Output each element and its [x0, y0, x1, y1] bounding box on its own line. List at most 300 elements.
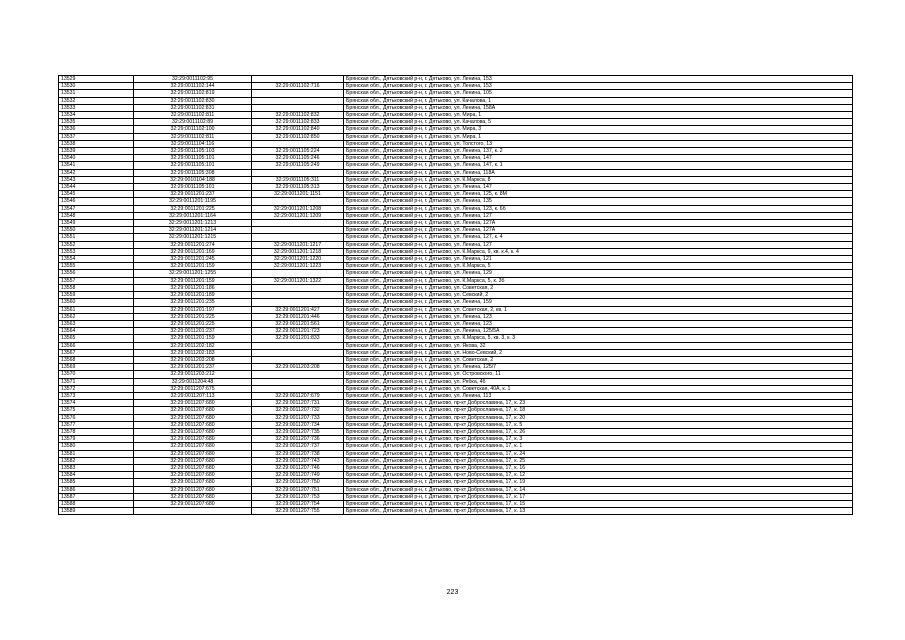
table-row — [59, 508, 853, 515]
row-number-cell: 13575 — [59, 407, 134, 414]
table-row — [59, 472, 853, 479]
address-cell: Брянская обл., Дятьковский р-н, г. Дятьково, пр-кт Доброславина, 17, к. 24 — [344, 450, 853, 457]
table-row — [59, 407, 853, 414]
cadastral-number-cell: 32:29:0011207:680 — [134, 443, 252, 450]
table-row — [59, 371, 853, 378]
address-cell: Брянская обл., Дятьковский р-н, г. Дятьково, ул. Ленина, 158А — [344, 104, 853, 111]
table-row — [59, 248, 853, 255]
row-number-cell: 13557 — [59, 277, 134, 284]
cadastral-number-cell: 32:29:0011207:680 — [134, 414, 252, 421]
row-number-cell: 13566 — [59, 342, 134, 349]
address-cell: Брянская обл., Дятьковский р-н, г. Дятьково, ул. Ленина, 125, к. 8М — [344, 191, 853, 198]
table-row — [59, 292, 853, 299]
table-row — [59, 500, 853, 507]
address-cell: Брянская обл., Дятьковский р-н, г. Дятьково, ул. Мира, 3 — [344, 126, 853, 133]
register-rows — [59, 76, 853, 515]
parent-cadastral-number-cell: 32:29:0011201:1223 — [252, 263, 344, 270]
table-row — [59, 198, 853, 205]
parent-cadastral-number-cell: 32:29:0011102:716 — [252, 83, 344, 90]
cadastral-number-cell: 32:29:0011102:95 — [134, 76, 252, 83]
row-number-cell: 13551 — [59, 234, 134, 241]
parent-cadastral-number-cell: 32:29:0011105:311 — [252, 176, 344, 183]
table-row — [59, 385, 853, 392]
address-cell: Брянская обл., Дятьковский р-н, г. Дятьково, ул. Ленина, 113 — [344, 392, 853, 399]
row-number-cell: 13535 — [59, 119, 134, 126]
row-number-cell: 13534 — [59, 112, 134, 119]
parent-cadastral-number-cell — [252, 371, 344, 378]
row-number-cell: 13536 — [59, 126, 134, 133]
parent-cadastral-number-cell: 32:29:0011207:734 — [252, 421, 344, 428]
row-number-cell: 13542 — [59, 169, 134, 176]
address-cell: Брянская обл., Дятьковский р-н, г. Дятьково, пр-кт Доброславина, 17, к. 25 — [344, 457, 853, 464]
row-number-cell: 13582 — [59, 457, 134, 464]
table-row — [59, 155, 853, 162]
row-number-cell: 13540 — [59, 155, 134, 162]
cadastral-number-cell: 32:29:0011102:819 — [134, 90, 252, 97]
address-cell: Брянская обл., Дятьковский р-н, г. Дятьково, ул. Ленина, 153 — [344, 83, 853, 90]
table-row — [59, 256, 853, 263]
parent-cadastral-number-cell — [252, 356, 344, 363]
cadastral-number-cell: 32:29:0011102:144 — [134, 83, 252, 90]
cadastral-number-cell: 32:29:0011201:225 — [134, 205, 252, 212]
parent-cadastral-number-cell: 32:29:0011207:746 — [252, 464, 344, 471]
address-cell: Брянская обл., Дятьковский р-н, г. Дятьково, ул. К.Маркса, 8 — [344, 176, 853, 183]
parent-cadastral-number-cell: 32:29:0011207:732 — [252, 407, 344, 414]
parent-cadastral-number-cell: 32:29:0011102:832 — [252, 112, 344, 119]
row-number-cell: 13579 — [59, 436, 134, 443]
table-row — [59, 479, 853, 486]
row-number-cell: 13532 — [59, 97, 134, 104]
table-row — [59, 306, 853, 313]
address-cell: Брянская обл., Дятьковский р-н, г. Дятьково, ул. Ленина, 118А — [344, 169, 853, 176]
address-cell: Брянская обл., Дятьковский р-н, г. Дятьково, ул. Ленина, 147 — [344, 184, 853, 191]
cadastral-number-cell: 32:29:0011201:245 — [134, 256, 252, 263]
cadastral-number-cell: 32:29:0011201:1213 — [134, 220, 252, 227]
address-cell: Брянская обл., Дятьковский р-н, г. Дятьково, пр-кт Доброславина, 17, к. 19 — [344, 479, 853, 486]
row-number-cell: 13574 — [59, 400, 134, 407]
address-cell: Брянская обл., Дятьковский р-н, г. Дятьково, пр-кт Доброславина, 17, к. 23 — [344, 400, 853, 407]
address-cell: Брянская обл., Дятьковский р-н, г. Дятьково, пр-кт Доброславина, 17, к. 1 — [344, 443, 853, 450]
parent-cadastral-number-cell: 32:29:0011105:224 — [252, 148, 344, 155]
row-number-cell: 13568 — [59, 356, 134, 363]
cadastral-number-cell: 32:29:0011207:680 — [134, 450, 252, 457]
address-cell: Брянская обл., Дятьковский р-н, г. Дятьково, ул. Ново-Севский, 2 — [344, 349, 853, 356]
parent-cadastral-number-cell: 32:29:0011207:751 — [252, 486, 344, 493]
cadastral-number-cell: 32:29:0011207:680 — [134, 428, 252, 435]
row-number-cell: 13588 — [59, 500, 134, 507]
cadastral-number-cell: 32:29:0011102:811 — [134, 133, 252, 140]
row-number-cell: 13565 — [59, 335, 134, 342]
cadastral-number-cell: 32:29:0011201:159 — [134, 335, 252, 342]
parent-cadastral-number-cell: 32:29:0011207:733 — [252, 414, 344, 421]
cadastral-number-cell: 32:29:0011207:675 — [134, 385, 252, 392]
address-cell: Брянская обл., Дятьковский р-н, г. Дятьково, ул. Мира, 1 — [344, 133, 853, 140]
table-row — [59, 234, 853, 241]
address-cell: Брянская обл., Дятьковский р-н, г. Дятьково, ул. Ленина, 123, к. 6б — [344, 205, 853, 212]
table-row — [59, 328, 853, 335]
cadastral-number-cell: 32:29:0011201:1164 — [134, 212, 252, 219]
row-number-cell: 13530 — [59, 83, 134, 90]
address-cell: Брянская обл., Дятьковский р-н, г. Дятьково, ул. Советская, 2 — [344, 284, 853, 291]
cadastral-number-cell: 32:29:0011201:235 — [134, 299, 252, 306]
cadastral-number-cell: 32:29:0011201:1195 — [134, 198, 252, 205]
row-number-cell: 13570 — [59, 371, 134, 378]
cadastral-number-cell: 32:29:0011105:101 — [134, 162, 252, 169]
parent-cadastral-number-cell: 32:29:0011207:731 — [252, 400, 344, 407]
parent-cadastral-number-cell — [252, 270, 344, 277]
table-row — [59, 320, 853, 327]
address-cell: Брянская обл., Дятьковский р-н, г. Дятьково, ул. Ленина, 127 — [344, 212, 853, 219]
address-cell: Брянская обл., Дятьковский р-н, г. Дятьково, ул. Ленина, 159 — [344, 299, 853, 306]
row-number-cell: 13533 — [59, 104, 134, 111]
parent-cadastral-number-cell — [252, 227, 344, 234]
parent-cadastral-number-cell: 32:29:0011207:679 — [252, 392, 344, 399]
parent-cadastral-number-cell: 32:29:0011207:749 — [252, 472, 344, 479]
cadastral-number-cell: 32:29:0011207:680 — [134, 464, 252, 471]
row-number-cell: 13569 — [59, 364, 134, 371]
page-number: 223 — [446, 589, 459, 596]
table-row — [59, 220, 853, 227]
parent-cadastral-number-cell — [252, 76, 344, 83]
row-number-cell: 13539 — [59, 148, 134, 155]
row-number-cell: 13537 — [59, 133, 134, 140]
address-cell: Брянская обл., Дятьковский р-н, г. Дятьково, ул. Советская, 2, кв. 1 — [344, 306, 853, 313]
table-row — [59, 119, 853, 126]
parent-cadastral-number-cell: 32:29:0011207:738 — [252, 450, 344, 457]
table-row — [59, 428, 853, 435]
table-row — [59, 421, 853, 428]
address-cell: Брянская обл., Дятьковский р-н, г. Дятьково, ул. Ленина, 127А — [344, 227, 853, 234]
parent-cadastral-number-cell: 32:29:0011201:1220 — [252, 256, 344, 263]
row-number-cell: 13549 — [59, 220, 134, 227]
table-row — [59, 97, 853, 104]
row-number-cell: 13548 — [59, 212, 134, 219]
address-cell: Брянская обл., Дятьковский р-н, г. Дятьково, ул. Ленина, 147, к. 1 — [344, 162, 853, 169]
parent-cadastral-number-cell: 32:29:0011102:850 — [252, 133, 344, 140]
table-row — [59, 263, 853, 270]
cadastral-number-cell: 32:29:0011207:680 — [134, 457, 252, 464]
cadastral-number-cell: 32:29:0011207:680 — [134, 500, 252, 507]
table-row — [59, 378, 853, 385]
address-cell: Брянская обл., Дятьковский р-н, г. Дятьково, ул. Ленина, 147 — [344, 155, 853, 162]
table-row — [59, 436, 853, 443]
cadastral-number-cell: 32:29:0011201:159 — [134, 263, 252, 270]
parent-cadastral-number-cell: 32:29:0011203:208 — [252, 364, 344, 371]
row-number-cell: 13558 — [59, 284, 134, 291]
table-row — [59, 486, 853, 493]
table-row — [59, 191, 853, 198]
parent-cadastral-number-cell — [252, 198, 344, 205]
cadastral-number-cell: 32:29:0011201:186 — [134, 284, 252, 291]
row-number-cell: 13529 — [59, 76, 134, 83]
row-number-cell: 13555 — [59, 263, 134, 270]
address-cell: Брянская обл., Дятьковский р-н, г. Дятьково, ул. Ленина, 123 — [344, 313, 853, 320]
cadastral-number-cell: 32:29:0011201:159 — [134, 277, 252, 284]
table-row — [59, 162, 853, 169]
cadastral-number-cell: 32:29:0011102:831 — [134, 104, 252, 111]
row-number-cell: 13585 — [59, 479, 134, 486]
address-cell: Брянская обл., Дятьковский р-н, г. Дятьково, ул. Качалова, 5 — [344, 119, 853, 126]
cadastral-number-cell: 32:29:0011202:183 — [134, 349, 252, 356]
table-row — [59, 284, 853, 291]
address-cell: Брянская обл., Дятьковский р-н, г. Дятьково, пр-кт Доброславина, 17, к. 14 — [344, 486, 853, 493]
cadastral-number-cell: 32:29:0011201:169 — [134, 248, 252, 255]
parent-cadastral-number-cell — [252, 299, 344, 306]
cadastral-number-cell: 32:29:0011207:680 — [134, 400, 252, 407]
table-row — [59, 414, 853, 421]
row-number-cell: 13543 — [59, 176, 134, 183]
table-row — [59, 392, 853, 399]
cadastral-number-cell: 32:29:0011207:680 — [134, 493, 252, 500]
parent-cadastral-number-cell: 32:29:0011105:246 — [252, 155, 344, 162]
address-cell: Брянская обл., Дятьковский р-н, г. Дятьково, ул. Якова, 32 — [344, 342, 853, 349]
table-row — [59, 349, 853, 356]
row-number-cell: 13538 — [59, 140, 134, 147]
address-cell: Брянская обл., Дятьковский р-н, г. Дятьково, пр-кт Доброславина, 17, к. 15 — [344, 500, 853, 507]
table-row — [59, 112, 853, 119]
row-number-cell: 13564 — [59, 328, 134, 335]
parent-cadastral-number-cell — [252, 104, 344, 111]
cadastral-number-cell: 32:29:0011201:225 — [134, 313, 252, 320]
address-cell: Брянская обл., Дятьковский р-н, г. Дятьково, пр-кт Доброславина, 17, к. 5 — [344, 421, 853, 428]
row-number-cell: 13544 — [59, 184, 134, 191]
cadastral-number-cell: 32:29:0011201:1214 — [134, 227, 252, 234]
cadastral-number-cell: 32:29:0011102:811 — [134, 112, 252, 119]
address-cell: Брянская обл., Дятьковский р-н, г. Дятьково, пр-кт Доброславина, 17, к. 3 — [344, 436, 853, 443]
parent-cadastral-number-cell: 32:29:0011201:833 — [252, 335, 344, 342]
parent-cadastral-number-cell — [252, 385, 344, 392]
parent-cadastral-number-cell: 32:29:0011201:1218 — [252, 248, 344, 255]
address-cell: Брянская обл., Дятьковский р-н, г. Дятьково, ул. Ленина, 127, к. 4 — [344, 234, 853, 241]
cadastral-number-cell: 32:29:0011104:116 — [134, 140, 252, 147]
cadastral-number-cell: 32:29:0011201:237 — [134, 191, 252, 198]
cadastral-number-cell: 32:29:0011204:48 — [134, 378, 252, 385]
cadastral-number-cell: 32:29:0011201:274 — [134, 241, 252, 248]
table-row — [59, 212, 853, 219]
parent-cadastral-number-cell: 32:29:0011207:735 — [252, 428, 344, 435]
parent-cadastral-number-cell: 32:29:0011207:743 — [252, 457, 344, 464]
parent-cadastral-number-cell: 32:29:0011201:561 — [252, 320, 344, 327]
property-register-table — [58, 75, 853, 515]
address-cell: Брянская обл., Дятьковский р-н, г. Дятьково, ул. Ленина, 121 — [344, 256, 853, 263]
table-row — [59, 464, 853, 471]
address-cell: Брянская обл., Дятьковский р-н, г. Дятьково, ул. Ленина, 129 — [344, 270, 853, 277]
address-cell: Брянская обл., Дятьковский р-н, г. Дятьково, ул. Ленина, 105 — [344, 90, 853, 97]
row-number-cell: 13563 — [59, 320, 134, 327]
cadastral-number-cell: 32:29:0011201:197 — [134, 306, 252, 313]
parent-cadastral-number-cell: 32:29:0011201:1322 — [252, 277, 344, 284]
cadastral-number-cell: 32:29:0011207:680 — [134, 486, 252, 493]
parent-cadastral-number-cell: 32:29:0011105:249 — [252, 162, 344, 169]
parent-cadastral-number-cell — [252, 90, 344, 97]
address-cell: Брянская обл., Дятьковский р-н, г. Дятьково, пр-кт Доброславина, 17, к. 12 — [344, 472, 853, 479]
parent-cadastral-number-cell — [252, 169, 344, 176]
row-number-cell: 13571 — [59, 378, 134, 385]
table-row — [59, 83, 853, 90]
address-cell: Брянская обл., Дятьковский р-н, г. Дятьково, ул. Ленина, 153 — [344, 76, 853, 83]
row-number-cell: 13545 — [59, 191, 134, 198]
table-row — [59, 169, 853, 176]
parent-cadastral-number-cell: 32:29:0011201:1217 — [252, 241, 344, 248]
address-cell: Брянская обл., Дятьковский р-н, г. Дятьково, ул. Ленина, 127 — [344, 241, 853, 248]
address-cell: Брянская обл., Дятьковский р-н, г. Дятьково, ул. К.Маркса, 5 — [344, 263, 853, 270]
parent-cadastral-number-cell: 32:29:0011207:755 — [252, 508, 344, 515]
table-row — [59, 133, 853, 140]
row-number-cell: 13550 — [59, 227, 134, 234]
parent-cadastral-number-cell: 32:29:0011207:737 — [252, 443, 344, 450]
address-cell: Брянская обл., Дятьковский р-н, г. Дятьково, ул. Мира, 1 — [344, 112, 853, 119]
table-row — [59, 104, 853, 111]
parent-cadastral-number-cell: 32:29:0011201:1151 — [252, 191, 344, 198]
cadastral-number-cell: 32:29:0011105:103 — [134, 148, 252, 155]
parent-cadastral-number-cell: 32:29:0011201:427 — [252, 306, 344, 313]
row-number-cell: 13562 — [59, 313, 134, 320]
parent-cadastral-number-cell — [252, 284, 344, 291]
parent-cadastral-number-cell — [252, 97, 344, 104]
cadastral-number-cell: 32:29:0011207:680 — [134, 436, 252, 443]
row-number-cell: 13573 — [59, 392, 134, 399]
cadastral-number-cell: 32:29:0010104:188 — [134, 176, 252, 183]
parent-cadastral-number-cell — [252, 342, 344, 349]
table-row — [59, 342, 853, 349]
parent-cadastral-number-cell: 32:29:0011207:750 — [252, 479, 344, 486]
cadastral-number-cell: 32:29:0011102:830 — [134, 97, 252, 104]
table-row — [59, 277, 853, 284]
parent-cadastral-number-cell — [252, 140, 344, 147]
parent-cadastral-number-cell — [252, 378, 344, 385]
table-row — [59, 90, 853, 97]
parent-cadastral-number-cell — [252, 349, 344, 356]
table-row — [59, 335, 853, 342]
table-row — [59, 493, 853, 500]
row-number-cell: 13587 — [59, 493, 134, 500]
cadastral-number-cell: 32:29:0011201:237 — [134, 364, 252, 371]
row-number-cell: 13584 — [59, 472, 134, 479]
address-cell: Брянская обл., Дятьковский р-н, г. Дятьково, ул. Севский, 2 — [344, 292, 853, 299]
table-row — [59, 148, 853, 155]
parent-cadastral-number-cell: 32:29:0011201:1208 — [252, 205, 344, 212]
address-cell: Брянская обл., Дятьковский р-н, г. Дятьково, ул. Ленина, 135 — [344, 198, 853, 205]
address-cell: Брянская обл., Дятьковский р-н, г. Дятьково, ул. Качалова, 1 — [344, 97, 853, 104]
cadastral-number-cell: 32:29:0011201:1215 — [134, 234, 252, 241]
cadastral-number-cell: 32:29:0011105:101 — [134, 184, 252, 191]
table-row — [59, 443, 853, 450]
cadastral-number-cell: 32:29:0011102:100 — [134, 126, 252, 133]
row-number-cell: 13580 — [59, 443, 134, 450]
parent-cadastral-number-cell: 32:29:0011207:753 — [252, 493, 344, 500]
parent-cadastral-number-cell — [252, 220, 344, 227]
row-number-cell: 13583 — [59, 464, 134, 471]
parent-cadastral-number-cell — [252, 234, 344, 241]
address-cell: Брянская обл., Дятьковский р-н, г. Дятьково, ул. Рябка, 4б — [344, 378, 853, 385]
table-row — [59, 313, 853, 320]
row-number-cell: 13554 — [59, 256, 134, 263]
table-row — [59, 457, 853, 464]
table-row — [59, 364, 853, 371]
parent-cadastral-number-cell: 32:29:0011207:736 — [252, 436, 344, 443]
row-number-cell: 13547 — [59, 205, 134, 212]
parent-cadastral-number-cell: 32:29:0011201:723 — [252, 328, 344, 335]
row-number-cell: 13572 — [59, 385, 134, 392]
row-number-cell: 13567 — [59, 349, 134, 356]
table-row — [59, 450, 853, 457]
table-row — [59, 400, 853, 407]
table-row — [59, 299, 853, 306]
parent-cadastral-number-cell: 32:29:0011201:446 — [252, 313, 344, 320]
address-cell: Брянская обл., Дятьковский р-н, г. Дятьково, ул. Ленина, 127А — [344, 220, 853, 227]
row-number-cell: 13577 — [59, 421, 134, 428]
address-cell: Брянская обл., Дятьковский р-н, г. Дятьково, пр-кт Доброславина, 17, к. 26 — [344, 428, 853, 435]
parent-cadastral-number-cell — [252, 292, 344, 299]
parent-cadastral-number-cell: 32:29:0011207:754 — [252, 500, 344, 507]
table-row — [59, 76, 853, 83]
table-row — [59, 241, 853, 248]
cadastral-number-cell — [134, 508, 252, 515]
address-cell: Брянская обл., Дятьковский р-н, г. Дятьково, ул. Советская, 2 — [344, 356, 853, 363]
address-cell: Брянская обл., Дятьковский р-н, г. Дятьково, пр-кт Доброславина, 17, к. 13 — [344, 508, 853, 515]
table-row — [59, 227, 853, 234]
row-number-cell: 13541 — [59, 162, 134, 169]
address-cell: Брянская обл., Дятьковский р-н, г. Дятьково, ул. К.Маркса, 5, кв. 3, к. 3 — [344, 335, 853, 342]
address-cell: Брянская обл., Дятьковский р-н, г. Дятьково, ул. Ленина, 125/5А — [344, 328, 853, 335]
row-number-cell: 13546 — [59, 198, 134, 205]
address-cell: Брянская обл., Дятьковский р-н, г. Дятьково, ул. Ленина, 137, к. 2 — [344, 148, 853, 155]
cadastral-number-cell: 32:29:0011102:89 — [134, 119, 252, 126]
row-number-cell: 13589 — [59, 508, 134, 515]
cadastral-number-cell: 32:29:0011201:189 — [134, 292, 252, 299]
address-cell: Брянская обл., Дятьковский р-н, г. Дятьково, ул. Ленина, 123 — [344, 320, 853, 327]
row-number-cell: 13556 — [59, 270, 134, 277]
row-number-cell: 13552 — [59, 241, 134, 248]
table-row — [59, 270, 853, 277]
row-number-cell: 13559 — [59, 292, 134, 299]
address-cell: Брянская обл., Дятьковский р-н, г. Дятьково, пр-кт Доброславина, 17, к. 16 — [344, 464, 853, 471]
cadastral-number-cell: 32:29:0011207:680 — [134, 472, 252, 479]
parent-cadastral-number-cell: 32:29:0011102:840 — [252, 126, 344, 133]
address-cell: Брянская обл., Дятьковский р-н, г. Дятьково, пр-кт Доброславина, 17, к. 17 — [344, 493, 853, 500]
row-number-cell: 13576 — [59, 414, 134, 421]
address-cell: Брянская обл., Дятьковский р-н, г. Дятьково, ул. Толстого, 13 — [344, 140, 853, 147]
row-number-cell: 13578 — [59, 428, 134, 435]
parent-cadastral-number-cell: 32:29:0011102:833 — [252, 119, 344, 126]
row-number-cell: 13586 — [59, 486, 134, 493]
address-cell: Брянская обл., Дятьковский р-н, г. Дятьково, ул. К.Маркса, 5, к. 3б — [344, 277, 853, 284]
address-cell: Брянская обл., Дятьковский р-н, г. Дятьково, пр-кт Доброславина, 17, к. 18 — [344, 407, 853, 414]
table-row — [59, 126, 853, 133]
cadastral-number-cell: 32:29:0011207:680 — [134, 421, 252, 428]
row-number-cell: 13561 — [59, 306, 134, 313]
cadastral-number-cell: 32:29:0011207:680 — [134, 407, 252, 414]
cadastral-number-cell: 32:29:0011202:182 — [134, 342, 252, 349]
cadastral-number-cell: 32:29:0011105:101 — [134, 155, 252, 162]
cadastral-number-cell: 32:29:0011201:1255 — [134, 270, 252, 277]
table-row — [59, 176, 853, 183]
cadastral-number-cell: 32:29:0011203:212 — [134, 371, 252, 378]
address-cell: Брянская обл., Дятьковский р-н, г. Дятьково, пр-кт Доброславина, 17, к. 20 — [344, 414, 853, 421]
table-row — [59, 184, 853, 191]
address-cell: Брянская обл., Дятьковский р-н, г. Дятьково, ул. Островского, 11 — [344, 371, 853, 378]
cadastral-number-cell: 32:29:0011105:308 — [134, 169, 252, 176]
row-number-cell: 13553 — [59, 248, 134, 255]
table-row — [59, 356, 853, 363]
row-number-cell: 13531 — [59, 90, 134, 97]
address-cell: Брянская обл., Дятьковский р-н, г. Дятьково, ул. Советская, 40А, к. 1 — [344, 385, 853, 392]
cadastral-number-cell: 32:29:0011203:208 — [134, 356, 252, 363]
cadastral-number-cell: 32:29:0011201:225 — [134, 320, 252, 327]
parent-cadastral-number-cell: 32:29:0011105:313 — [252, 184, 344, 191]
cadastral-number-cell: 32:29:0011207:113 — [134, 392, 252, 399]
row-number-cell: 13560 — [59, 299, 134, 306]
